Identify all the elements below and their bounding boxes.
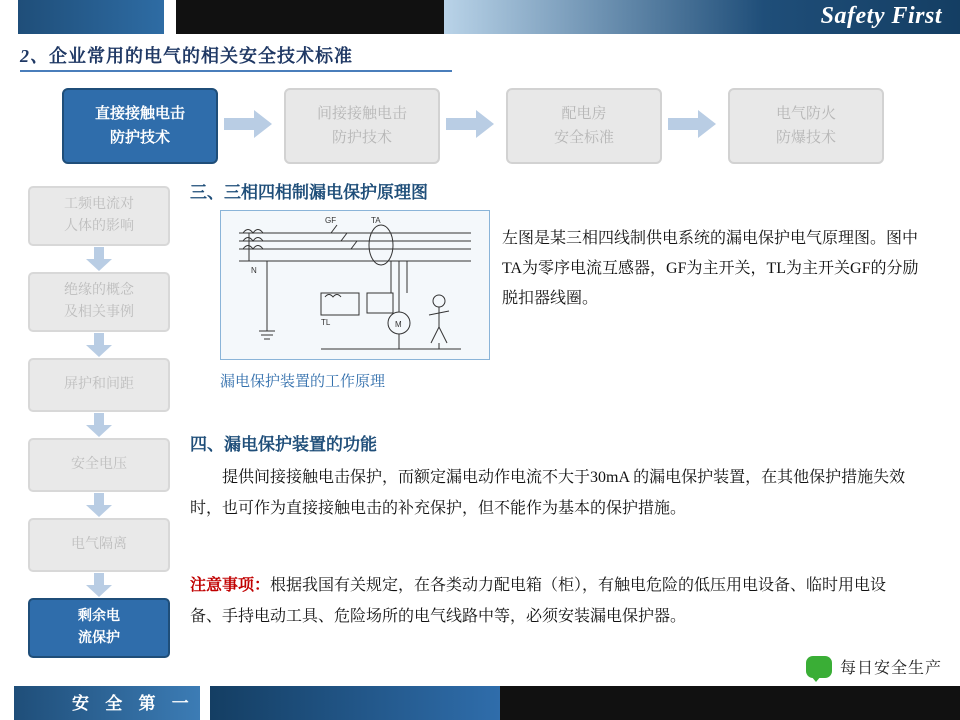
chain-item-2-line2: 安全标准: [553, 130, 614, 146]
svg-text:GF: GF: [325, 216, 337, 225]
section-title: 企业常用的电气的相关安全技术标准: [49, 46, 353, 66]
flow-arrow-1: [28, 332, 170, 358]
svg-text:TA: TA: [371, 216, 381, 225]
section-number: 2、: [20, 46, 49, 66]
chain-item-0[interactable]: [62, 88, 218, 164]
diagram-container: [220, 210, 490, 391]
footer-segment-gradient: [210, 686, 500, 720]
flow-arrow-3: [28, 492, 170, 518]
flow-arrow-0: [28, 246, 170, 272]
page-title: [20, 42, 353, 68]
footer-segment-white-mid: [200, 686, 210, 720]
chain-item-3-line1: 电气防火: [775, 106, 836, 122]
footer-segment-black: [500, 686, 960, 720]
chain-arrow-2: [668, 110, 716, 138]
banner-segment-black: [176, 0, 444, 34]
sidebar-flow: [28, 186, 178, 658]
wechat-icon: [806, 656, 832, 678]
body-paragraph: [190, 462, 926, 524]
bottom-banner: [0, 686, 960, 720]
chain-item-1[interactable]: [284, 88, 440, 164]
notice-label: 注意事项：: [190, 577, 271, 594]
chain-arrow-0: [224, 110, 272, 138]
top-banner: [0, 0, 960, 34]
flow-item-3[interactable]: [28, 438, 170, 492]
wechat-label: 每日安全生产: [839, 660, 942, 677]
process-chain: [62, 88, 952, 162]
flow-item-5-line2: 流保护: [78, 631, 120, 646]
banner-segment-blue: [18, 0, 164, 34]
flow-arrow-2: [28, 412, 170, 438]
svg-text:N: N: [251, 266, 257, 275]
flow-item-0-line1: 工频电流对: [64, 197, 134, 212]
chain-arrow-1: [446, 110, 494, 138]
flow-item-2[interactable]: [28, 358, 170, 412]
heading-section-three: 三、三相四相制漏电保护原理图: [190, 183, 428, 202]
chain-item-1-line1: 间接接触电击: [316, 106, 407, 122]
diagram-description: 左图是某三相四线制供电系统的漏电保护电气原理图。图中TA为零序电流互感器，GF为主开关，TL为主开关GF的分励脱扣器线圈。: [502, 230, 919, 307]
flow-item-1-line2: 及相关事例: [64, 305, 134, 320]
flow-item-2-line1: 屏护和间距: [64, 377, 134, 392]
flow-arrow-4: [28, 572, 170, 598]
flow-item-4[interactable]: [28, 518, 170, 572]
heading-section-four: 四、漏电保护装置的功能: [190, 435, 377, 454]
wechat-badge: [806, 655, 942, 678]
main-content: [190, 178, 946, 625]
flow-item-0[interactable]: [28, 186, 170, 246]
chain-item-2-line1: 配电房: [561, 106, 607, 122]
flow-item-0-line2: 人体的影响: [64, 219, 134, 234]
footer-title: 安 全 第 一: [72, 694, 195, 713]
diagram-caption: 漏电保护装置的工作原理: [220, 374, 386, 390]
flow-item-4-line1: 电气隔离: [71, 537, 127, 552]
chain-item-2[interactable]: [506, 88, 662, 164]
body-paragraph-text: 提供间接接触电击保护，而额定漏电动作电流不大于30mA 的漏电保护装置，在其他保护措施失效时，也可作为直接接触电击的补充保护，但不能作为基本的保护措施。: [190, 469, 906, 517]
chain-item-1-line2: 防护技术: [331, 130, 392, 146]
notice-text: 根据我国有关规定，在各类动力配电箱（柜），有触电危险的低压用电设备、临时用电设备、手持电动工具、危险场所的电气线路中等，必须安装漏电保护器。: [190, 577, 887, 625]
banner-title: Safety First: [820, 3, 942, 29]
footer-segment-white-left: [0, 686, 14, 720]
circuit-diagram: [220, 210, 490, 360]
flow-item-5-line1: 剩余电: [78, 609, 120, 624]
chain-item-3[interactable]: [728, 88, 884, 164]
flow-item-5[interactable]: [28, 598, 170, 658]
circuit-diagram-svg: [221, 211, 489, 359]
flow-item-3-line1: 安全电压: [71, 457, 127, 472]
banner-segment-white-left: [0, 0, 18, 34]
flow-item-1-line1: 绝缘的概念: [64, 283, 134, 298]
banner-segment-white-mid: [164, 0, 176, 34]
svg-text:M: M: [395, 320, 402, 329]
svg-text:TL: TL: [321, 318, 331, 327]
chain-item-3-line2: 防爆技术: [775, 130, 836, 146]
flow-item-1[interactable]: [28, 272, 170, 332]
chain-item-0-line2: 防护技术: [109, 130, 170, 146]
notice-block: [190, 570, 906, 632]
heading-divider: [20, 70, 452, 72]
chain-item-0-line1: 直接接触电击: [94, 106, 185, 122]
